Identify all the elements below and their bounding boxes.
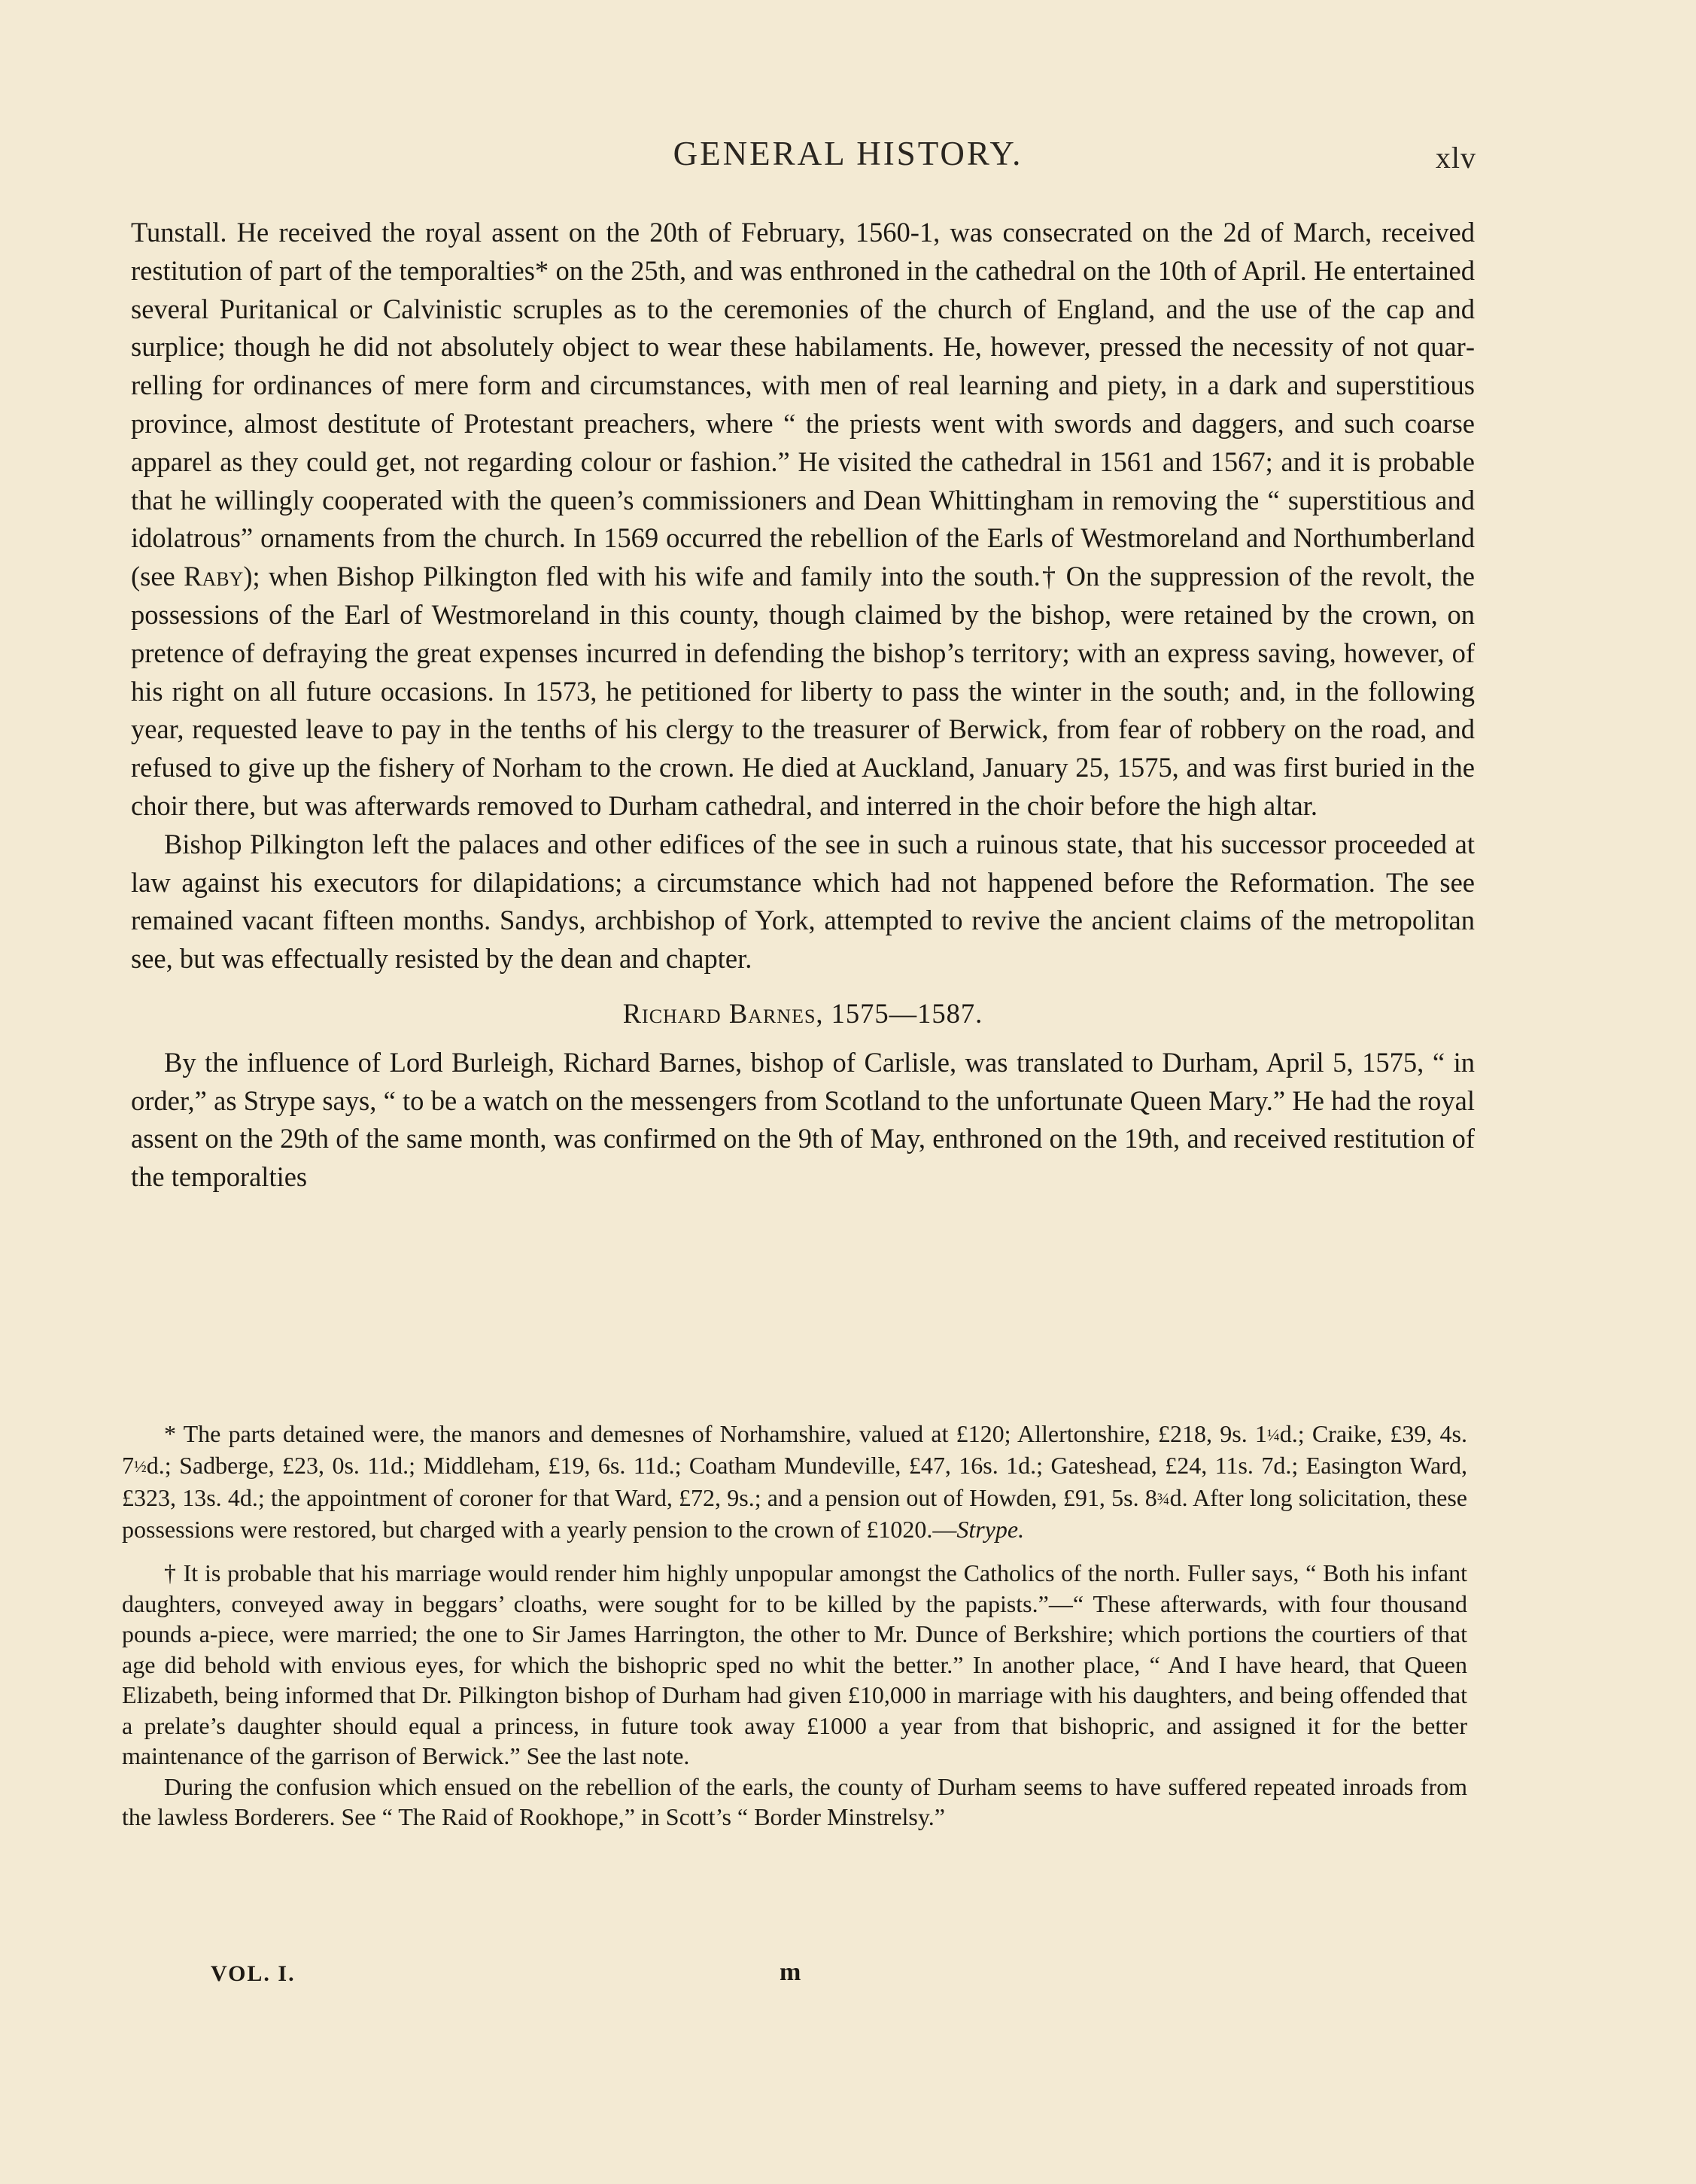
volume-signature: VOL. I. (211, 1961, 296, 1986)
fraction: ½ (134, 1457, 147, 1477)
footnote-source: Strype. (956, 1515, 1025, 1543)
main-text (131, 214, 1475, 1197)
running-head (0, 134, 1696, 179)
footnote-text: d.; Sadberge, £23, 0s. 11d.; Middleham, £19, 6s. 11d.; Coatham Mundeville, £47, 16s. 1d.; Gateshead, £24, 11s. 7d.; Easington Ward, £323, 13s. 4d.; the appointment of coroner for that Ward, £72, 9s.; and a pension out of Howden, £91, 5s. 8 (122, 1452, 1467, 1511)
signature-mark: m (780, 1958, 801, 1986)
running-title: GENERAL HISTORY. (673, 135, 1023, 172)
page-number: xlv (1435, 141, 1476, 175)
body-paragraph (131, 214, 1475, 826)
body-paragraph: By the influence of Lord Burleigh, Richard Barnes, bishop of Carlisle, was translated to Durham, April 5, 1575, “ in order,” as Strype says, “ to be a watch on the messengers from Scotland to the unfortunate Queen Mary.” He had the royal assent on the 29th of the same month, was confirmed on the 9th of May, enthroned on the 19th, and received restitution of the temporalties (131, 1046, 1475, 1193)
footnote-text: * The parts detained were, the manors and demesnes of Norhamshire, valued at £120; Allertonshire, £218, 9s. 1 (164, 1420, 1267, 1447)
fraction: ¼ (1266, 1425, 1280, 1444)
footnotes (122, 1419, 1467, 1833)
paragraph-text: Tunstall. He received the royal assent on the 20th of February, 1560-1, was consecrated on the 2d of March, received restitution of part of the temporalties* on the 25th, and was enthroned in the cathedral on the 10th of April. He entertained several Puritanical or Calvinistic scruples as to the ceremonies of the church of England, and the use of the cap and surplice; though he did not absolutely object to wear these habilaments. He, however, pressed the necessity of not quarrelling for ordinances of mere form and circumstances, with men of real learning and piety, in a dark and superstitious province, almost destitute of Protestant preachers, where “ the priests went with swords and daggers, and such coarse apparel as they could get, not regarding colour or fashion.” He visited the cathedral in 1561 and 1567; and it is probable that he willingly cooperated with the queen’s commissioners and Dean Whittingham in removing the “ superstitious and idolatrous” ornaments from the church. In 1569 occurred the rebellion of the Earls of Westmoreland and Northumberland (see (131, 217, 1475, 592)
footnote-text: d.; Craike, £39, 4s. 7 (122, 1420, 1468, 1480)
fraction: ¾ (1157, 1489, 1170, 1508)
section-heading: Richard Barnes, 1575—1587. (622, 997, 983, 1029)
body-paragraph: Bishop Pilkington left the palaces and other edifices of the see in such a ruinous state, that his successor proceeded at law against his executors for dilapidations; a circumstance which had not happened before the Reformation. The see remained vacant fifteen months. Sandys, archbishop of York, attempted to revive the ancient claims of the metropolitan see, but was effectually resisted by the dean and chapter. (131, 828, 1475, 975)
footnote-dagger: † It is probable that his marriage would render him highly unpopular amongst the Catholics of the north. Fuller says, “ Both his infant daughters, conveyed away in beggars’ cloaths, were sought for to be killed by the papists.”—“ These afterwards, with four thousand pounds a-piece, were married; the one to Sir James Harrington, the other to Mr. Dunce of Berkshire; which portions the courtiers of that age did behold with envious eyes, for which the bishopric sped no whit the better.” In another place, “ And I have heard, that Queen Elizabeth, being informed that Dr. Pilkington bishop of Durham had given £10,000 in marriage with his daughters, and being offended that a prelate’s daughter should equal a princess, in future took away £1000 a year from that bishopric, and assigned it for the better maintenance of the garrison of Berwick.” See the last note. (122, 1559, 1467, 1770)
footnote-asterisk (122, 1419, 1467, 1544)
footnote-continuation: During the confusion which ensued on the rebellion of the earls, the county of Durham seems to have suffered repeated inroads from the lawless Borderers. See “ The Raid of Rookhope,” in Scott’s “ Border Minstrelsy.” (122, 1772, 1467, 1831)
cross-reference-raby: Raby (184, 561, 244, 592)
paragraph-text: ); when Bishop Pilkington fled with his wife and family into the south.† On the suppression of the revolt, the possessions of the Earl of Westmoreland in this county, though claimed by the bishop, were retained by the crown, on pretence of defraying the great expenses incurred in defending the bishop’s territory; with an express saving, however, of his right on all future occasions. In 1573, he petitioned for liberty to pass the winter in the south; and, in the following year, requested leave to pay in the tenths of his clergy to the treasurer of Berwick, from fear of robbery on the road, and refused to give up the fishery of Norham to the crown. He died at Auckland, January 25, 1575, and was first buried in the choir there, but was afterwards removed to Durham cathedral, and interred in the choir before the high altar. (131, 561, 1476, 821)
footnote-text: d. After long solicitation, these possessions were restored, but charged with a yearly pension to the crown of £1020.— (122, 1483, 1468, 1543)
